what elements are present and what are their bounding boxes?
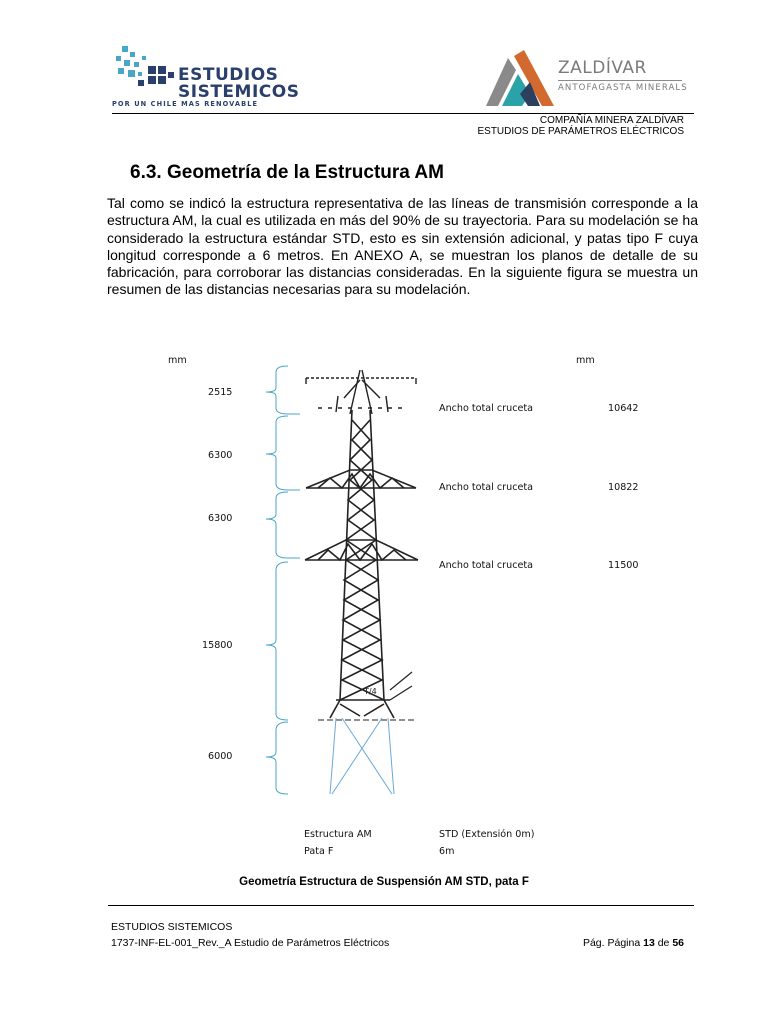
crossarm-value: 10822 (608, 482, 639, 493)
zaldivar-logo (484, 48, 689, 110)
tower-peak (306, 370, 416, 414)
figure-caption: Geometría Estructura de Suspensión AM STD, pata F (239, 876, 529, 888)
page-current: 13 (643, 937, 655, 949)
unit-label-left: mm (168, 355, 187, 366)
crossarm-lower (305, 540, 418, 560)
estudios-sistemicos-logo (112, 42, 312, 112)
footer-document: 1737-INF-EL-001_Rev._A Estudio de Parámetros Eléctricos (111, 937, 390, 949)
page-number (583, 937, 684, 949)
footer-rule (108, 905, 694, 906)
legend-leg-value: 6m (439, 846, 455, 857)
legend-structure-label: Estructura AM (304, 829, 372, 840)
logo-line-sistemicos: SISTEMICOS (178, 82, 300, 102)
height-label: 15800 (202, 640, 233, 651)
section-title: 6.3. Geometría de la Estructura AM (130, 162, 444, 183)
crossarm-label: Ancho total cruceta (439, 482, 534, 493)
footer-company: ESTUDIOS SISTEMICOS (111, 921, 233, 933)
crossarm-value: 10642 (608, 403, 639, 414)
height-label: 2515 (208, 387, 233, 398)
zaldivar-subtitle: ANTOFAGASTA MINERALS (558, 83, 688, 93)
height-label: 6300 (208, 513, 233, 524)
crossarm-value: 11500 (608, 560, 639, 571)
zaldivar-divider (558, 80, 682, 81)
estudios-sistemicos-mark-icon (112, 42, 178, 98)
tower-legs (330, 718, 394, 794)
page-sep: de (654, 937, 673, 949)
page-prefix: Pág. Página (582, 937, 644, 949)
unit-label-right: mm (576, 355, 595, 366)
header-company: COMPAÑÍA MINERA ZALDÍVAR (539, 115, 684, 126)
crossarm-upper (306, 470, 416, 488)
zaldivar-name: ZALDÍVAR (558, 58, 647, 78)
height-label: 6000 (208, 751, 233, 762)
zaldivar-mark-icon (484, 48, 556, 108)
header-rule (112, 113, 694, 114)
section-paragraph: Tal como se indicó la estructura representativa de las líneas de transmisión corresponde a la estructura AM, la cual es utilizada en más del 90% de su trayectoria. Para su modelación se ha considerado la estructura estándar STD, esto es sin extensión adicional, y patas tipo F cuya longitud corresponde a 6 metros. En ANEXO A, se muestran los planos de detalle de su fabricación, para corroborar las distancias consideradas. En la siguiente figura se muestra un resumen de las distancias necesarias para su modelación. (107, 195, 698, 298)
svg-text:T/4: T/4 (364, 687, 377, 696)
page-total: 56 (672, 937, 684, 949)
height-label: 6300 (208, 450, 233, 461)
crossarm-label: Ancho total cruceta (439, 403, 534, 414)
dimension-braces (266, 366, 288, 794)
crossarm-label: Ancho total cruceta (439, 560, 534, 571)
tower-body (330, 410, 394, 718)
legend-structure-value: STD (Extensión 0m) (439, 829, 535, 840)
logo-tagline: POR UN CHILE MAS RENOVABLE (112, 100, 259, 108)
header-study: ESTUDIOS DE PARÁMETROS ELÉCTRICOS (477, 126, 684, 137)
legend-leg-label: Pata F (304, 846, 334, 857)
logo-line-estudios: ESTUDIOS (178, 65, 279, 85)
